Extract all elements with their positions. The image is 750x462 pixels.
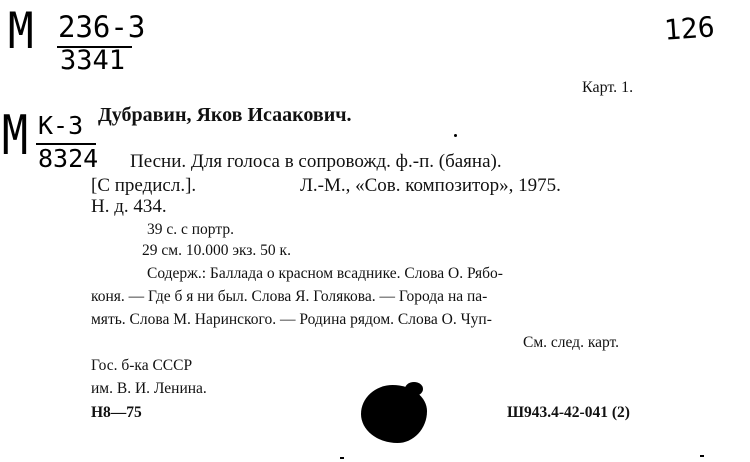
speck	[340, 457, 344, 459]
format-info: 29 см. 10.000 экз. 50 к.	[142, 242, 291, 259]
library-line-2: им. В. И. Ленина.	[91, 380, 207, 397]
speck	[454, 134, 457, 137]
handwritten-shelfmark-numerator-side: K-3	[38, 111, 84, 140]
contents-line-1: Содерж.: Баллада о красном всаднике. Слова О. Рябо-	[147, 265, 503, 282]
title-line-3: Н. д. 434.	[91, 196, 167, 217]
library-line-1: Гос. б-ка СССР	[91, 357, 193, 374]
handwritten-corner-number: 126	[662, 10, 716, 47]
handwritten-shelfmark-letter-top: M	[8, 2, 34, 60]
handwritten-shelfmark-letter-side: M	[2, 104, 29, 167]
handwritten-shelfmark-denominator-side: 8324	[38, 144, 99, 173]
classification-code: Ш943.4-42-041 (2)	[507, 404, 630, 421]
speck	[700, 455, 704, 457]
title-line-2a: [С предисл.].	[91, 175, 197, 196]
author-heading: Дубравин, Яков Исаакович.	[98, 104, 352, 126]
handwritten-shelfmark-numerator-top: 236-3	[58, 10, 146, 44]
contents-line-3: мять. Слова М. Наринского. — Родина рядом. Слова О. Чуп-	[91, 311, 492, 328]
pages-info: 39 с. с портр.	[147, 221, 234, 238]
imprint: Л.-М., «Сов. композитор», 1975.	[300, 175, 561, 196]
see-next-card: См. след. карт.	[523, 334, 620, 351]
title-line-1: Песни. Для голоса в сопровожд. ф.-п. (баяна).	[130, 151, 502, 172]
order-code: Н8—75	[91, 404, 142, 421]
handwritten-shelfmark-denominator-top: 3341	[60, 45, 126, 76]
contents-line-2: коня. — Где б я ни был. Слова Я. Голякова. — Города на па-	[91, 288, 488, 305]
card-label: Карт. 1.	[582, 79, 634, 96]
ink-blot-edge	[405, 382, 423, 396]
